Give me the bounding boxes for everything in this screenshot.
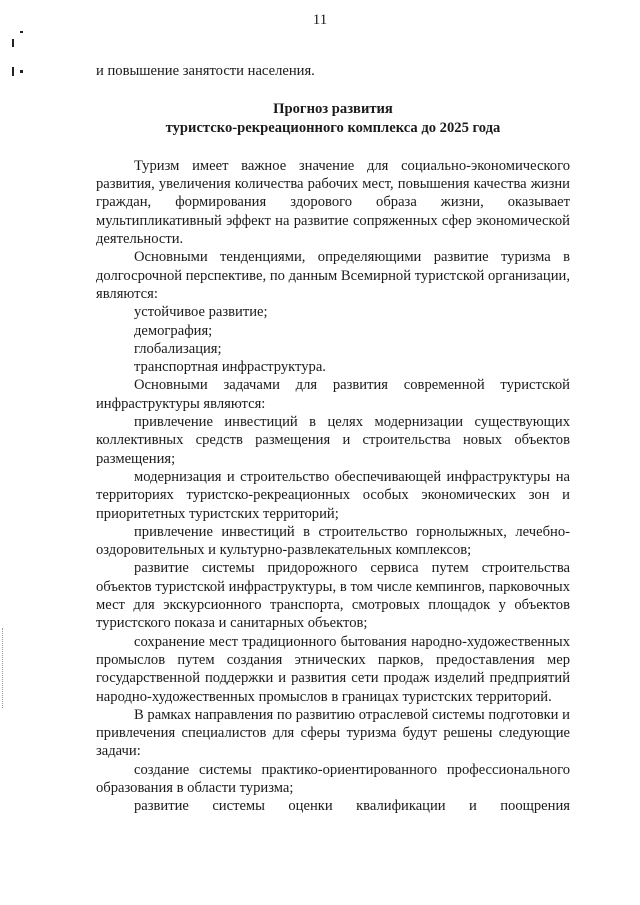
task-item: привлечение инвестиций в целях модернизации существующих коллективных средств размещения и строительства новых объектов размещения; xyxy=(96,414,570,467)
scan-artifact xyxy=(12,39,14,47)
section-heading xyxy=(96,100,570,137)
task-item: привлечение инвестиций в строительство горнолыжных, лечебно-оздоровительных и культурно-развлекательных комплексов; xyxy=(96,523,570,559)
trend-item: демография; xyxy=(134,322,213,339)
scan-artifact xyxy=(20,70,23,73)
continuation-line: и повышение занятости населения. xyxy=(96,63,315,79)
scan-artifact xyxy=(20,31,23,33)
tasks-intro-paragraph: Основными задачами для развития современной туристской инфраструктуры являются: xyxy=(96,377,570,412)
task-item: модернизация и строительство обеспечивающей инфраструктуры на территориях туристско-рекреационных особых экономических зон и приоритетных туристских территорий; xyxy=(96,468,570,522)
training-intro-paragraph: В рамках направления по развитию отраслевой системы подготовки и привлечения специалистов для сферы туризма будут решены следующие задачи: xyxy=(96,706,570,760)
document-body xyxy=(96,62,570,816)
page-number: 11 xyxy=(312,12,328,28)
task-item: развитие системы придорожного сервиса путем строительства объектов туристской инфраструктуры, в том числе кемпингов, парковочных мест для экскурсионного транспорта, смотровых площадок у объектов туристского показа и санитарных объектов; xyxy=(96,560,570,632)
intro-paragraph: Туризм имеет важное значение для социально-экономического развития, увеличения количества рабочих мест, повышения качества жизни граждан, формирования здорового образа жизни, оказывает мультипликативный эффект на развитие сопряженных сфер экономической деятельности. xyxy=(96,157,570,248)
trends-intro-paragraph: Основными тенденциями, определяющими развитие туризма в долгосрочной перспективе, по данным Всемирной туристской организации, являются: xyxy=(96,249,570,302)
task-item: сохранение мест традиционного бытования народно-художественных промыслов путем создания этнических парков, предоставления мер государственной поддержки и развития сети продаж изделий предприятий народно-художественных промыслов в границах туристских территорий. xyxy=(96,633,570,705)
heading-line-1: Прогноз развития xyxy=(273,101,393,118)
trend-item: глобализация; xyxy=(134,340,222,357)
trend-item: устойчивое развитие; xyxy=(134,304,268,321)
training-task-item: создание системы практико-ориентированного профессионального образования в области туризма; xyxy=(96,761,570,796)
trend-item: транспортная инфраструктура. xyxy=(134,359,326,376)
scan-artifact xyxy=(12,67,14,76)
heading-line-2: туристско-рекреационного комплекса до 2025 года xyxy=(165,119,501,136)
scan-edge-artifact xyxy=(2,628,4,708)
training-task-item: развитие системы оценки квалификации и поощрения xyxy=(134,798,570,815)
